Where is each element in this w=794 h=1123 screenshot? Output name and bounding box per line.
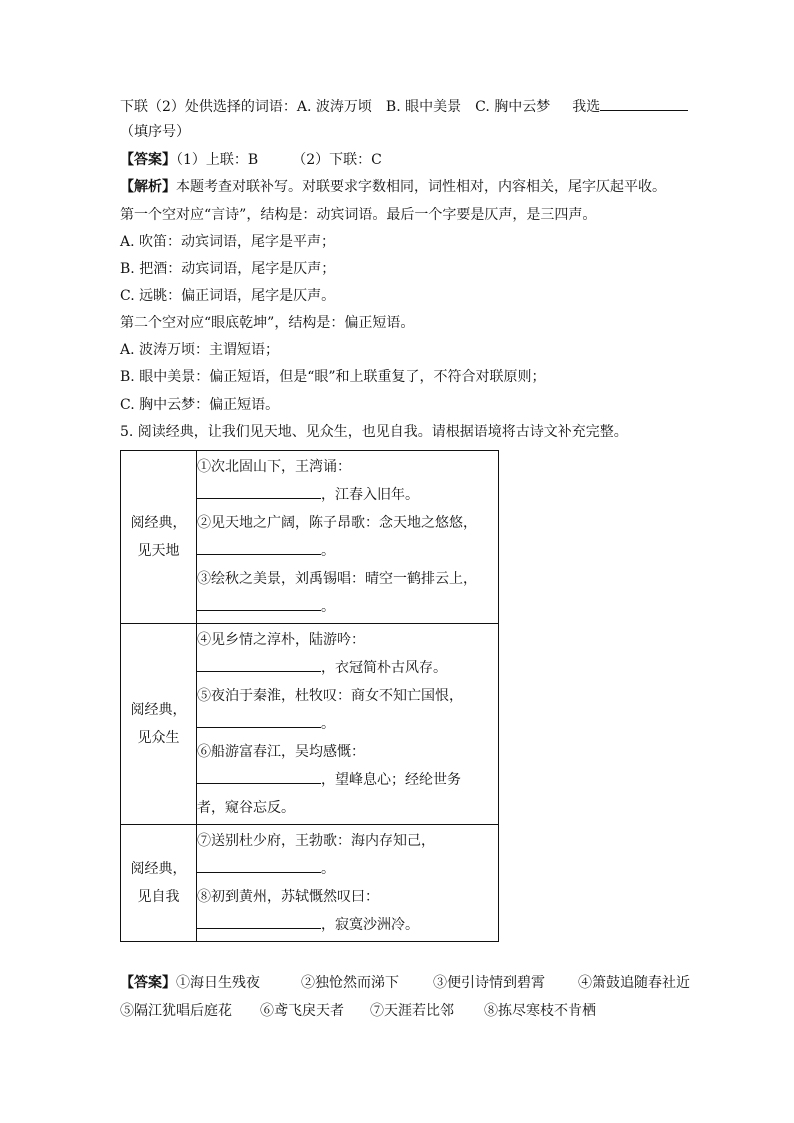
fill-blank[interactable]	[197, 540, 321, 555]
poem-line: ，江春入旧年。	[197, 481, 498, 509]
poem-line: 。	[197, 537, 498, 565]
answer-item: ⑥鸢飞戾天者	[260, 1003, 344, 1019]
poem-line: 。	[197, 855, 498, 883]
poem-prompt: ④见乡情之淳朴，陆游吟：	[197, 632, 365, 648]
analysis-line: 第二个空对应“眼底乾坤”，结构是：偏正短语。	[120, 315, 415, 331]
section-body	[197, 825, 499, 942]
analysis-line: B. 眼中美景：偏正短语，但是“眼”和上联重复了，不符合对联原则；	[120, 369, 546, 385]
analysis-line: A. 波涛万顷：主谓短语；	[120, 342, 280, 358]
answer-text-2: （2）下联：C	[292, 152, 382, 168]
analysis-line: 第一个空对应“言诗”，结构是：动宾词语。最后一个字要是仄声，是三四声。	[120, 207, 597, 223]
answer-tag: 【答案】	[120, 975, 176, 991]
q4-answer-line	[120, 150, 382, 170]
analysis-line: C. 胸中云梦：偏正短语。	[120, 397, 280, 413]
q4-analysis-line	[120, 177, 666, 197]
q5-answer-row-2	[120, 1001, 596, 1021]
fill-blank[interactable]	[197, 484, 321, 499]
poem-line: ，望峰息心；经纶世务	[197, 766, 498, 794]
fill-blank[interactable]	[197, 713, 321, 728]
fill-blank[interactable]	[197, 657, 321, 672]
answer-item: ④箫鼓追随春社近	[578, 975, 690, 991]
analysis-line: B. 把酒：动宾词语，尾字是仄声；	[120, 261, 336, 277]
fill-note: （填序号）	[120, 124, 190, 140]
answer-text-1: （1）上联：B	[176, 152, 259, 168]
section-label: 阅经典， 见自我	[121, 825, 197, 942]
poem-line: 者，窥谷忘反。	[197, 800, 295, 816]
fill-blank[interactable]	[197, 858, 321, 873]
answer-item: ⑧拣尽寒枝不肯栖	[484, 1003, 596, 1019]
section-label: 阅经典， 见天地	[121, 451, 197, 624]
poem-prompt: ②见天地之广阔，陈子昂歌：念天地之悠悠，	[197, 515, 477, 531]
poem-prompt: ⑥船游富春江，吴均感慨：	[197, 744, 365, 760]
table-row	[121, 825, 499, 942]
analysis-line: A. 吹笛：动宾词语，尾字是平声；	[120, 234, 336, 250]
section-body	[197, 451, 499, 624]
answer-item: ③便引诗情到碧霄	[433, 975, 545, 991]
answer-blank[interactable]	[600, 96, 688, 111]
analysis-text: 本题考查对联补写。对联要求字数相同，词性相对，内容相关，尾字仄起平收。	[176, 179, 666, 195]
table-row	[121, 624, 499, 825]
poem-line: 。	[197, 710, 498, 738]
poem-line: ，寂寞沙洲冷。	[197, 911, 498, 939]
poem-line: ，衣冠简朴古风存。	[197, 654, 498, 682]
answer-tag: 【答案】	[120, 152, 176, 168]
fill-blank[interactable]	[197, 596, 321, 611]
poem-prompt: ⑦送别杜少府，王勃歌：海内存知己，	[197, 833, 435, 849]
fill-blank[interactable]	[197, 769, 321, 784]
analysis-tag: 【解析】	[120, 179, 176, 195]
section-body	[197, 624, 499, 825]
answer-item: ⑤隔江犹唱后庭花	[120, 1003, 232, 1019]
poem-line: 。	[197, 593, 498, 621]
analysis-line: C. 远眺：偏正词语，尾字是仄声。	[120, 288, 336, 304]
fill-blank[interactable]	[197, 914, 321, 929]
table-row	[121, 451, 499, 624]
poem-fill-table	[120, 450, 499, 942]
poem-prompt: ③绘秋之美景，刘禹锡唱：晴空一鹤排云上，	[197, 571, 477, 587]
poem-prompt: ①次北固山下，王湾诵：	[197, 459, 351, 475]
answer-item: ①海日生残夜	[176, 975, 260, 991]
poem-prompt: ⑤夜泊于秦淮，杜牧叹：商女不知亡国恨，	[197, 688, 463, 704]
poem-prompt: ⑧初到黄州，苏轼慨然叹曰：	[197, 889, 379, 905]
section-label: 阅经典， 见众生	[121, 624, 197, 825]
choose-label: 我选	[572, 99, 601, 115]
xialian-options-line	[120, 96, 688, 117]
q5-title: 5. 阅读经典，让我们见天地、见众生，也见自我。请根据语境将古诗文补充完整。	[120, 424, 628, 440]
xialian-options-text: 下联（2）处供选择的词语：A. 波涛万顷 B. 眼中美景 C. 胸中云梦	[120, 99, 551, 115]
q5-answer-row-1	[120, 973, 690, 993]
answer-item: ⑦天涯若比邻	[370, 1003, 454, 1019]
answer-item: ②独怆然而涕下	[301, 975, 399, 991]
